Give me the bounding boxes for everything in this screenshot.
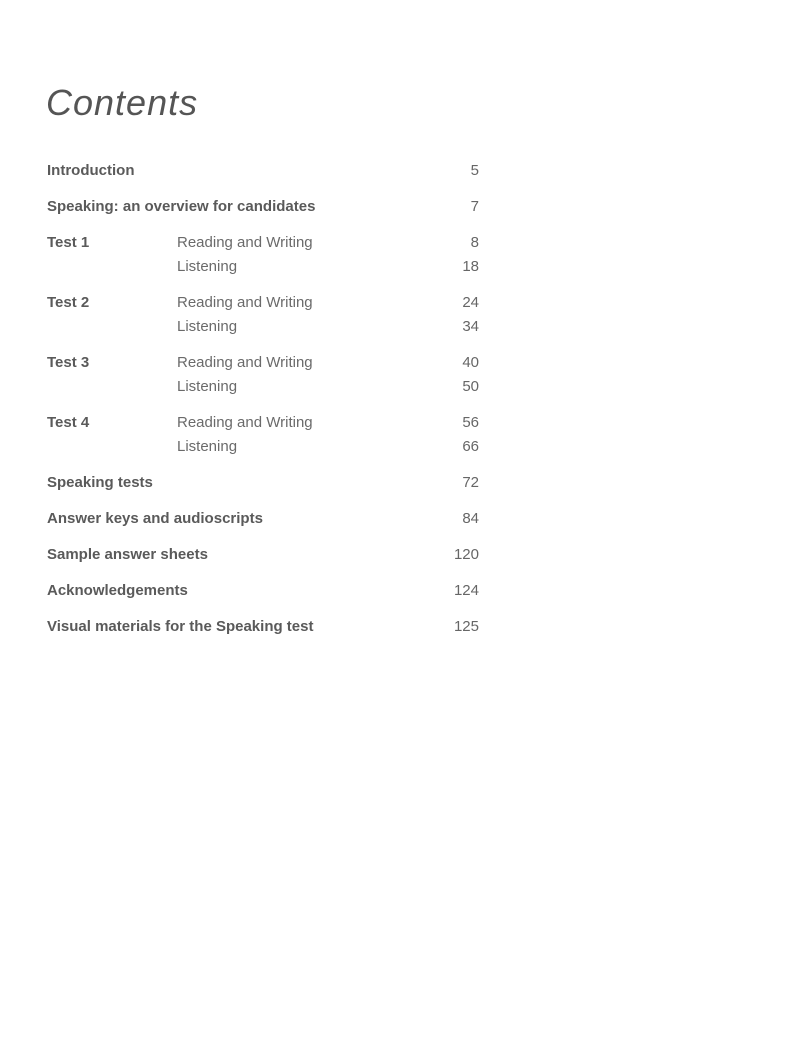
toc-entry-page: 120 <box>453 546 479 563</box>
toc-entry-page: 84 <box>462 510 479 527</box>
toc-sub-entry-label: Reading and Writing <box>177 234 313 251</box>
toc-group-label: Test 1 <box>47 234 90 251</box>
toc-entry-page: 40 <box>462 354 479 371</box>
toc-group-test-1 <box>47 232 479 279</box>
toc-sub-entry[interactable] <box>47 316 479 340</box>
toc-group-test-3 <box>47 352 479 399</box>
toc-entry-page: 125 <box>453 618 479 635</box>
toc-entry-label: Speaking tests <box>47 474 153 491</box>
toc-group-label: Test 2 <box>47 294 90 311</box>
toc-entry-label: Introduction <box>47 162 135 179</box>
page-title: Contents <box>46 82 199 123</box>
toc-entry-page: 124 <box>453 582 479 599</box>
toc-sub-entry-label: Listening <box>177 377 238 395</box>
toc-entry-page: 66 <box>462 437 479 455</box>
toc-sub-entry[interactable] <box>47 376 479 400</box>
toc-sub-entry-label: Listening <box>177 437 238 455</box>
toc-sub-entry-label: Reading and Writing <box>177 354 313 371</box>
toc-entry-label: Answer keys and audioscripts <box>47 510 263 527</box>
toc-sub-entry[interactable] <box>47 412 479 436</box>
toc-entry-label: Acknowledgements <box>47 582 188 599</box>
toc-entry-page: 34 <box>462 317 479 335</box>
toc-sub-entry-label: Reading and Writing <box>177 294 313 311</box>
toc-entry-page: 24 <box>462 294 479 311</box>
toc-sub-entry[interactable] <box>47 292 479 316</box>
toc-group-label: Test 4 <box>47 414 90 431</box>
toc-entry-sample-answer-sheets[interactable] <box>47 544 479 566</box>
toc-sub-entry[interactable] <box>47 256 479 280</box>
table-of-contents <box>47 160 479 652</box>
toc-sub-entry-label: Reading and Writing <box>177 414 313 431</box>
toc-entry-page: 72 <box>462 474 479 491</box>
toc-sub-entry-label: Listening <box>177 257 238 275</box>
toc-sub-entry-label: Listening <box>177 317 238 335</box>
toc-entry-speaking-overview[interactable] <box>47 196 479 218</box>
toc-entry-page: 18 <box>462 257 479 275</box>
toc-sub-entry[interactable] <box>47 232 479 256</box>
toc-entry-acknowledgements[interactable] <box>47 580 479 602</box>
toc-entry-label: Visual materials for the Speaking test <box>47 618 314 635</box>
toc-sub-entry[interactable] <box>47 436 479 460</box>
toc-entry-label: Speaking: an overview for candidates <box>47 198 316 215</box>
toc-entry-visual-materials[interactable] <box>47 616 479 638</box>
toc-sub-entry[interactable] <box>47 352 479 376</box>
toc-group-test-2 <box>47 292 479 339</box>
toc-entry-page: 8 <box>470 234 479 251</box>
toc-group-label: Test 3 <box>47 354 90 371</box>
toc-entry-page: 5 <box>470 162 479 179</box>
toc-entry-answer-keys[interactable] <box>47 508 479 530</box>
toc-group-test-4 <box>47 412 479 459</box>
toc-entry-page: 50 <box>462 377 479 395</box>
toc-entry-page: 56 <box>462 414 479 431</box>
toc-entry-label: Sample answer sheets <box>47 546 208 563</box>
toc-entry-introduction[interactable] <box>47 160 479 182</box>
toc-entry-speaking-tests[interactable] <box>47 472 479 494</box>
toc-entry-page: 7 <box>470 198 479 215</box>
